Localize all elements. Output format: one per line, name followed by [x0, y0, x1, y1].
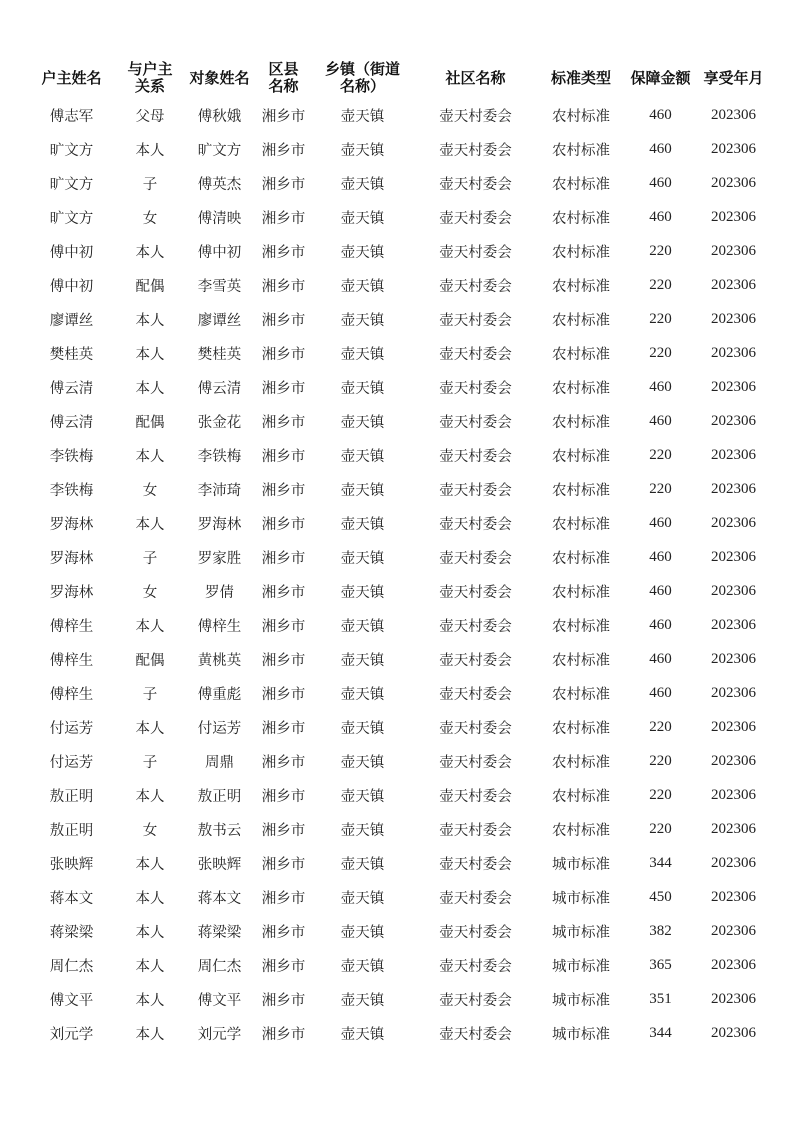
county-cell: 湘乡市 [261, 958, 306, 975]
table-row [26, 948, 771, 982]
header-township: 乡镇（街道 名称） [324, 60, 400, 95]
county-cell: 湘乡市 [261, 176, 306, 193]
household-head-cell: 罗海林 [49, 584, 94, 601]
relation-cell: 本人 [135, 312, 165, 329]
household-head-cell: 付运芳 [49, 720, 94, 737]
household-head-cell: 李铁梅 [49, 482, 94, 499]
month-cell: 202306 [711, 548, 756, 565]
relation-cell: 女 [142, 482, 158, 499]
community-cell: 壶天村委会 [439, 822, 512, 839]
table-row [26, 676, 771, 710]
community-cell: 壶天村委会 [439, 720, 512, 737]
county-cell: 湘乡市 [261, 142, 306, 159]
table-row [26, 778, 771, 812]
month-cell: 202306 [711, 922, 756, 939]
recipient-name-cell: 廖谭丝 [197, 312, 242, 329]
township-cell: 壶天镇 [340, 584, 385, 601]
recipient-name-cell: 李雪英 [197, 278, 242, 295]
community-cell: 壶天村委会 [439, 890, 512, 907]
township-cell: 壶天镇 [340, 788, 385, 805]
county-cell: 湘乡市 [261, 448, 306, 465]
county-cell: 湘乡市 [261, 788, 306, 805]
table-row [26, 98, 771, 132]
table-row [26, 404, 771, 438]
community-cell: 壶天村委会 [439, 210, 512, 227]
household-head-cell: 傅梓生 [49, 652, 94, 669]
table-row [26, 608, 771, 642]
community-cell: 壶天村委会 [439, 108, 512, 125]
header-community: 社区名称 [445, 68, 506, 87]
county-cell: 湘乡市 [261, 652, 306, 669]
household-head-cell: 樊桂英 [49, 346, 94, 363]
recipient-name-cell: 傅文平 [197, 992, 242, 1009]
month-cell: 202306 [711, 752, 756, 769]
month-cell: 202306 [711, 582, 756, 599]
month-cell: 202306 [711, 1024, 756, 1041]
table-row [26, 812, 771, 846]
month-cell: 202306 [711, 786, 756, 803]
amount-cell: 460 [649, 684, 672, 701]
standard-type-cell: 农村标准 [552, 448, 610, 465]
standard-type-cell: 农村标准 [552, 176, 610, 193]
recipient-name-cell: 旷文方 [197, 142, 242, 159]
table-row [26, 336, 771, 370]
county-cell: 湘乡市 [261, 244, 306, 261]
community-cell: 壶天村委会 [439, 686, 512, 703]
county-cell: 湘乡市 [261, 346, 306, 363]
recipient-name-cell: 傅重彪 [197, 686, 242, 703]
month-cell: 202306 [711, 310, 756, 327]
recipient-name-cell: 黄桃英 [197, 652, 242, 669]
month-cell: 202306 [711, 820, 756, 837]
table-row [26, 744, 771, 778]
community-cell: 壶天村委会 [439, 142, 512, 159]
standard-type-cell: 城市标准 [552, 924, 610, 941]
header-standard-type: 标准类型 [550, 68, 611, 87]
header-relation: 与户主 关系 [127, 60, 173, 95]
relation-cell: 本人 [135, 958, 165, 975]
household-head-cell: 傅志军 [49, 108, 94, 125]
township-cell: 壶天镇 [340, 482, 385, 499]
relation-cell: 子 [142, 686, 158, 703]
county-cell: 湘乡市 [261, 924, 306, 941]
standard-type-cell: 农村标准 [552, 414, 610, 431]
household-head-cell: 周仁杰 [49, 958, 94, 975]
relation-cell: 本人 [135, 142, 165, 159]
standard-type-cell: 农村标准 [552, 142, 610, 159]
recipient-name-cell: 傅中初 [197, 244, 242, 261]
table-body [26, 98, 771, 1050]
amount-cell: 460 [649, 548, 672, 565]
month-cell: 202306 [711, 514, 756, 531]
household-head-cell: 傅云清 [49, 380, 94, 397]
recipient-name-cell: 张金花 [197, 414, 242, 431]
month-cell: 202306 [711, 140, 756, 157]
township-cell: 壶天镇 [340, 890, 385, 907]
community-cell: 壶天村委会 [439, 482, 512, 499]
month-cell: 202306 [711, 412, 756, 429]
township-cell: 壶天镇 [340, 924, 385, 941]
community-cell: 壶天村委会 [439, 584, 512, 601]
table-row [26, 540, 771, 574]
relation-cell: 本人 [135, 516, 165, 533]
amount-cell: 220 [649, 820, 672, 837]
amount-cell: 220 [649, 718, 672, 735]
month-cell: 202306 [711, 208, 756, 225]
township-cell: 壶天镇 [340, 754, 385, 771]
month-cell: 202306 [711, 446, 756, 463]
county-cell: 湘乡市 [261, 618, 306, 635]
relation-cell: 本人 [135, 380, 165, 397]
township-cell: 壶天镇 [340, 720, 385, 737]
recipient-name-cell: 周鼎 [205, 754, 234, 771]
household-head-cell: 罗海林 [49, 550, 94, 567]
township-cell: 壶天镇 [340, 856, 385, 873]
month-cell: 202306 [711, 854, 756, 871]
household-head-cell: 李铁梅 [49, 448, 94, 465]
standard-type-cell: 农村标准 [552, 244, 610, 261]
community-cell: 壶天村委会 [439, 754, 512, 771]
township-cell: 壶天镇 [340, 108, 385, 125]
standard-type-cell: 农村标准 [552, 618, 610, 635]
relation-cell: 本人 [135, 1026, 165, 1043]
recipient-name-cell: 刘元学 [197, 1026, 242, 1043]
household-head-cell: 旷文方 [49, 142, 94, 159]
recipient-name-cell: 傅秋娥 [197, 108, 242, 125]
community-cell: 壶天村委会 [439, 176, 512, 193]
amount-cell: 220 [649, 480, 672, 497]
relation-cell: 本人 [135, 448, 165, 465]
township-cell: 壶天镇 [340, 686, 385, 703]
table-row [26, 982, 771, 1016]
standard-type-cell: 农村标准 [552, 210, 610, 227]
header-month: 享受年月 [703, 68, 764, 87]
relation-cell: 本人 [135, 244, 165, 261]
recipient-name-cell: 傅云清 [197, 380, 242, 397]
relation-cell: 本人 [135, 346, 165, 363]
recipient-name-cell: 傅梓生 [197, 618, 242, 635]
township-cell: 壶天镇 [340, 414, 385, 431]
month-cell: 202306 [711, 888, 756, 905]
township-cell: 壶天镇 [340, 244, 385, 261]
standard-type-cell: 城市标准 [552, 1026, 610, 1043]
township-cell: 壶天镇 [340, 822, 385, 839]
county-cell: 湘乡市 [261, 890, 306, 907]
month-cell: 202306 [711, 990, 756, 1007]
amount-cell: 220 [649, 786, 672, 803]
recipient-name-cell: 张映辉 [197, 856, 242, 873]
amount-cell: 460 [649, 140, 672, 157]
month-cell: 202306 [711, 956, 756, 973]
amount-cell: 220 [649, 344, 672, 361]
township-cell: 壶天镇 [340, 550, 385, 567]
standard-type-cell: 农村标准 [552, 380, 610, 397]
recipient-name-cell: 蒋梁梁 [197, 924, 242, 941]
relation-cell: 本人 [135, 618, 165, 635]
amount-cell: 220 [649, 752, 672, 769]
household-head-cell: 刘元学 [49, 1026, 94, 1043]
township-cell: 壶天镇 [340, 210, 385, 227]
standard-type-cell: 城市标准 [552, 958, 610, 975]
amount-cell: 220 [649, 242, 672, 259]
month-cell: 202306 [711, 616, 756, 633]
county-cell: 湘乡市 [261, 584, 306, 601]
relation-cell: 本人 [135, 856, 165, 873]
community-cell: 壶天村委会 [439, 516, 512, 533]
community-cell: 壶天村委会 [439, 414, 512, 431]
recipient-name-cell: 付运芳 [197, 720, 242, 737]
community-cell: 壶天村委会 [439, 788, 512, 805]
recipient-name-cell: 敖书云 [197, 822, 242, 839]
amount-cell: 460 [649, 412, 672, 429]
standard-type-cell: 农村标准 [552, 788, 610, 805]
county-cell: 湘乡市 [261, 550, 306, 567]
recipient-name-cell: 李沛琦 [197, 482, 242, 499]
table-row [26, 846, 771, 880]
household-head-cell: 敖正明 [49, 788, 94, 805]
county-cell: 湘乡市 [261, 482, 306, 499]
county-cell: 湘乡市 [261, 856, 306, 873]
community-cell: 壶天村委会 [439, 312, 512, 329]
amount-cell: 220 [649, 446, 672, 463]
county-cell: 湘乡市 [261, 414, 306, 431]
standard-type-cell: 农村标准 [552, 278, 610, 295]
standard-type-cell: 农村标准 [552, 584, 610, 601]
relation-cell: 父母 [135, 108, 165, 125]
amount-cell: 220 [649, 276, 672, 293]
county-cell: 湘乡市 [261, 278, 306, 295]
community-cell: 壶天村委会 [439, 652, 512, 669]
month-cell: 202306 [711, 242, 756, 259]
standard-type-cell: 农村标准 [552, 550, 610, 567]
community-cell: 壶天村委会 [439, 992, 512, 1009]
household-head-cell: 旷文方 [49, 210, 94, 227]
relation-cell: 女 [142, 584, 158, 601]
township-cell: 壶天镇 [340, 380, 385, 397]
relation-cell: 本人 [135, 890, 165, 907]
relation-cell: 配偶 [135, 652, 165, 669]
month-cell: 202306 [711, 684, 756, 701]
household-head-cell: 蒋梁梁 [49, 924, 94, 941]
community-cell: 壶天村委会 [439, 278, 512, 295]
household-head-cell: 付运芳 [49, 754, 94, 771]
table-row [26, 234, 771, 268]
household-head-cell: 敖正明 [49, 822, 94, 839]
recipient-name-cell: 傅英杰 [197, 176, 242, 193]
amount-cell: 344 [649, 1024, 672, 1041]
household-head-cell: 傅梓生 [49, 686, 94, 703]
standard-type-cell: 农村标准 [552, 482, 610, 499]
household-head-cell: 傅云清 [49, 414, 94, 431]
township-cell: 壶天镇 [340, 448, 385, 465]
amount-cell: 460 [649, 174, 672, 191]
township-cell: 壶天镇 [340, 652, 385, 669]
relation-cell: 子 [142, 176, 158, 193]
relation-cell: 本人 [135, 924, 165, 941]
month-cell: 202306 [711, 378, 756, 395]
standard-type-cell: 农村标准 [552, 516, 610, 533]
month-cell: 202306 [711, 480, 756, 497]
amount-cell: 460 [649, 616, 672, 633]
township-cell: 壶天镇 [340, 278, 385, 295]
community-cell: 壶天村委会 [439, 346, 512, 363]
household-head-cell: 傅中初 [49, 278, 94, 295]
recipient-name-cell: 傅清映 [197, 210, 242, 227]
recipient-name-cell: 周仁杰 [197, 958, 242, 975]
recipient-name-cell: 敖正明 [197, 788, 242, 805]
amount-cell: 450 [649, 888, 672, 905]
recipient-name-cell: 樊桂英 [197, 346, 242, 363]
relation-cell: 子 [142, 550, 158, 567]
amount-cell: 220 [649, 310, 672, 327]
county-cell: 湘乡市 [261, 108, 306, 125]
county-cell: 湘乡市 [261, 992, 306, 1009]
township-cell: 壶天镇 [340, 516, 385, 533]
household-head-cell: 廖谭丝 [49, 312, 94, 329]
township-cell: 壶天镇 [340, 1026, 385, 1043]
month-cell: 202306 [711, 650, 756, 667]
community-cell: 壶天村委会 [439, 1026, 512, 1043]
township-cell: 壶天镇 [340, 958, 385, 975]
recipient-name-cell: 罗海林 [197, 516, 242, 533]
amount-cell: 460 [649, 378, 672, 395]
month-cell: 202306 [711, 718, 756, 735]
township-cell: 壶天镇 [340, 176, 385, 193]
household-head-cell: 傅文平 [49, 992, 94, 1009]
month-cell: 202306 [711, 344, 756, 361]
standard-type-cell: 农村标准 [552, 346, 610, 363]
table-row [26, 472, 771, 506]
community-cell: 壶天村委会 [439, 448, 512, 465]
month-cell: 202306 [711, 174, 756, 191]
month-cell: 202306 [711, 276, 756, 293]
county-cell: 湘乡市 [261, 516, 306, 533]
household-head-cell: 傅梓生 [49, 618, 94, 635]
household-head-cell: 蒋本文 [49, 890, 94, 907]
standard-type-cell: 农村标准 [552, 108, 610, 125]
standard-type-cell: 城市标准 [552, 890, 610, 907]
table-row [26, 370, 771, 404]
amount-cell: 460 [649, 650, 672, 667]
standard-type-cell: 城市标准 [552, 856, 610, 873]
table-row [26, 302, 771, 336]
relation-cell: 女 [142, 822, 158, 839]
table-row [26, 438, 771, 472]
county-cell: 湘乡市 [261, 380, 306, 397]
table-row [26, 574, 771, 608]
community-cell: 壶天村委会 [439, 380, 512, 397]
table-row [26, 166, 771, 200]
table-row [26, 506, 771, 540]
standard-type-cell: 农村标准 [552, 686, 610, 703]
community-cell: 壶天村委会 [439, 244, 512, 261]
standard-type-cell: 农村标准 [552, 312, 610, 329]
subsidy-table [26, 58, 771, 1050]
household-head-cell: 傅中初 [49, 244, 94, 261]
community-cell: 壶天村委会 [439, 924, 512, 941]
county-cell: 湘乡市 [261, 686, 306, 703]
household-head-cell: 罗海林 [49, 516, 94, 533]
recipient-name-cell: 李铁梅 [197, 448, 242, 465]
standard-type-cell: 农村标准 [552, 822, 610, 839]
county-cell: 湘乡市 [261, 210, 306, 227]
header-county: 区县 名称 [268, 60, 299, 95]
community-cell: 壶天村委会 [439, 958, 512, 975]
table-row [26, 880, 771, 914]
amount-cell: 382 [649, 922, 672, 939]
table-row [26, 1016, 771, 1050]
header-amount: 保障金额 [630, 68, 691, 87]
county-cell: 湘乡市 [261, 720, 306, 737]
header-row [26, 58, 771, 98]
township-cell: 壶天镇 [340, 312, 385, 329]
amount-cell: 460 [649, 208, 672, 225]
township-cell: 壶天镇 [340, 142, 385, 159]
township-cell: 壶天镇 [340, 618, 385, 635]
township-cell: 壶天镇 [340, 992, 385, 1009]
county-cell: 湘乡市 [261, 822, 306, 839]
relation-cell: 配偶 [135, 414, 165, 431]
standard-type-cell: 农村标准 [552, 754, 610, 771]
county-cell: 湘乡市 [261, 1026, 306, 1043]
month-cell: 202306 [711, 106, 756, 123]
table-row [26, 132, 771, 166]
amount-cell: 365 [649, 956, 672, 973]
relation-cell: 本人 [135, 992, 165, 1009]
table-row [26, 642, 771, 676]
recipient-name-cell: 罗家胜 [197, 550, 242, 567]
township-cell: 壶天镇 [340, 346, 385, 363]
household-head-cell: 张映辉 [49, 856, 94, 873]
community-cell: 壶天村委会 [439, 618, 512, 635]
county-cell: 湘乡市 [261, 312, 306, 329]
relation-cell: 本人 [135, 720, 165, 737]
amount-cell: 344 [649, 854, 672, 871]
standard-type-cell: 农村标准 [552, 720, 610, 737]
relation-cell: 子 [142, 754, 158, 771]
amount-cell: 460 [649, 106, 672, 123]
standard-type-cell: 城市标准 [552, 992, 610, 1009]
amount-cell: 351 [649, 990, 672, 1007]
community-cell: 壶天村委会 [439, 856, 512, 873]
header-household-head: 户主姓名 [41, 68, 102, 87]
recipient-name-cell: 罗倩 [205, 584, 234, 601]
header-recipient-name: 对象姓名 [189, 68, 250, 87]
relation-cell: 女 [142, 210, 158, 227]
relation-cell: 配偶 [135, 278, 165, 295]
community-cell: 壶天村委会 [439, 550, 512, 567]
relation-cell: 本人 [135, 788, 165, 805]
household-head-cell: 旷文方 [49, 176, 94, 193]
amount-cell: 460 [649, 514, 672, 531]
county-cell: 湘乡市 [261, 754, 306, 771]
table-row [26, 268, 771, 302]
amount-cell: 460 [649, 582, 672, 599]
table-row [26, 914, 771, 948]
table-row [26, 710, 771, 744]
standard-type-cell: 农村标准 [552, 652, 610, 669]
table-row [26, 200, 771, 234]
recipient-name-cell: 蒋本文 [197, 890, 242, 907]
